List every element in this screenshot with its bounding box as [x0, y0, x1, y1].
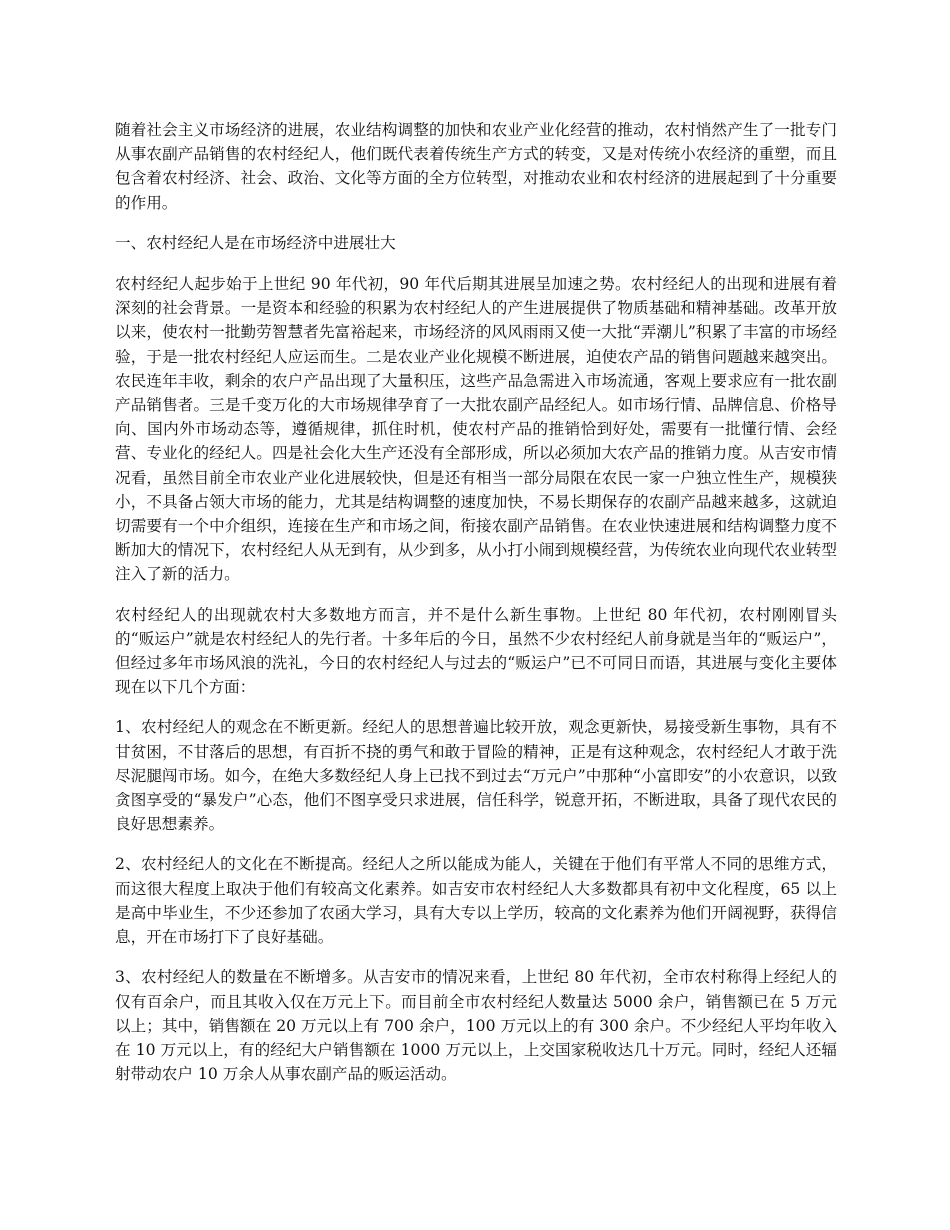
- background-paragraph: 农村经纪人起步始于上世纪 90 年代初，90 年代后期其进展呈加速之势。农村经纪人的出现和进展有着深刻的社会背景。一是资本和经验的积累为农村经纪人的产生进展提供了物质基础和精神基础。改革开放以来，使农村一批勤劳智慧者先富裕起来，市场经济的风风雨雨又使一大批“弄潮儿”积累了丰富的市场经验，于是一批农村经纪人应运而生。二是农业产业化规模不断进展，迫使农产品的销售问题越来越突出。农民连年丰收，剩余的农户产品出现了大量积压，这些产品急需进入市场流通，客观上要求应有一批农副产品销售者。三是千变万化的大市场规律孕育了一大批农副产品经纪人。如市场行情、品牌信息、价格导向、国内外市场动态等，遵循规律，抓住时机，使农村产品的推销恰到好处，需要有一批懂行情、会经营、专业化的经纪人。四是社会化大生产还没有全部形成，所以必须加大农产品的推销力度。从吉安市情况看，虽然目前全市农业产业化进展较快，但是还有相当一部分局限在农民一家一户独立性生产，规模狭小，不具备占领大市场的能力，尤其是结构调整的速度加快，不易长期保存的农副产品越来越多，这就迫切需要有一个中介组织，连接在生产和市场之间，衔接农副产品销售。在农业快速进展和结构调整力度不断加大的情况下，农村经纪人从无到有，从少到多，从小打小闹到规模经营，为传统农业向现代农业转型注入了新的活力。: [115, 275, 837, 584]
- point-2-paragraph: 2、农村经纪人的文化在不断提高。经纪人之所以能成为能人，关键在于他们有平常人不同的思维方式，而这很大程度上取决于他们有较高文化素养。如吉安市农村经纪人大多数都具有初中文化程度，65 以上是高中毕业生，不少还参加了农函大学习，具有大专以上学历，较高的文化素养为他们开阔视野，获得信息，开在市场打下了良好基础。: [115, 855, 837, 947]
- intro-paragraph: 随着社会主义市场经济的进展，农业结构调整的加快和农业产业化经营的推动，农村悄然产生了一批专门从事农副产品销售的农村经纪人，他们既代表着传统生产方式的转变，又是对传统小农经济的重塑，而且包含着农村经济、社会、政治、文化等方面的全方位转型，对推动农业和农村经济的进展起到了十分重要的作用。: [115, 121, 837, 212]
- section-heading: 一、农村经纪人是在市场经济中进展壮大: [115, 233, 396, 252]
- document-page: [115, 118, 837, 1102]
- point-3-paragraph: 3、农村经纪人的数量在不断增多。从吉安市的情况来看，上世纪 80 年代初，全市农村称得上经纪人的仅有百余户，而且其收入仅在万元上下。而目前全市农村经纪人数量达 5000 余户，销售额已在 5 万元以上；其中，销售额在 20 万元以上有 700 余户，100 万元以上的有 300 余户。不少经纪人平均年收入在 10 万元以上，有的经纪大户销售额在 1000 万元以上，上交国家税收达几十万元。同时，经纪人还辐射带动农户 10 万余人从事农副产品的贩运活动。: [115, 968, 837, 1084]
- history-paragraph: 农村经纪人的出现就农村大多数地方而言，并不是什么新生事物。上世纪 80 年代初，农村刚刚冒头的“贩运户”就是农村经纪人的先行者。十多年后的今日，虽然不少农村经纪人前身就是当年的“贩运户”，但经过多年市场风浪的洗礼，今日的农村经纪人与过去的“贩运户”已不可同日而语，其进展与变化主要体现在以下几个方面：: [115, 605, 837, 697]
- point-1-paragraph: 1、农村经纪人的观念在不断更新。经纪人的思想普遍比较开放，观念更新快，易接受新生事物，具有不甘贫困，不甘落后的思想，有百折不挠的勇气和敢于冒险的精神，正是有这种观念，农村经纪人才敢于洗尽泥腿闯市场。如今，在绝大多数经纪人身上已找不到过去“万元户”中那种“小富即安”的小农意识，以致贪图享受的“暴发户”心态，他们不图享受只求进展，信任科学，锐意开拓，不断进取，具备了现代农民的良好思想素养。: [115, 718, 837, 834]
